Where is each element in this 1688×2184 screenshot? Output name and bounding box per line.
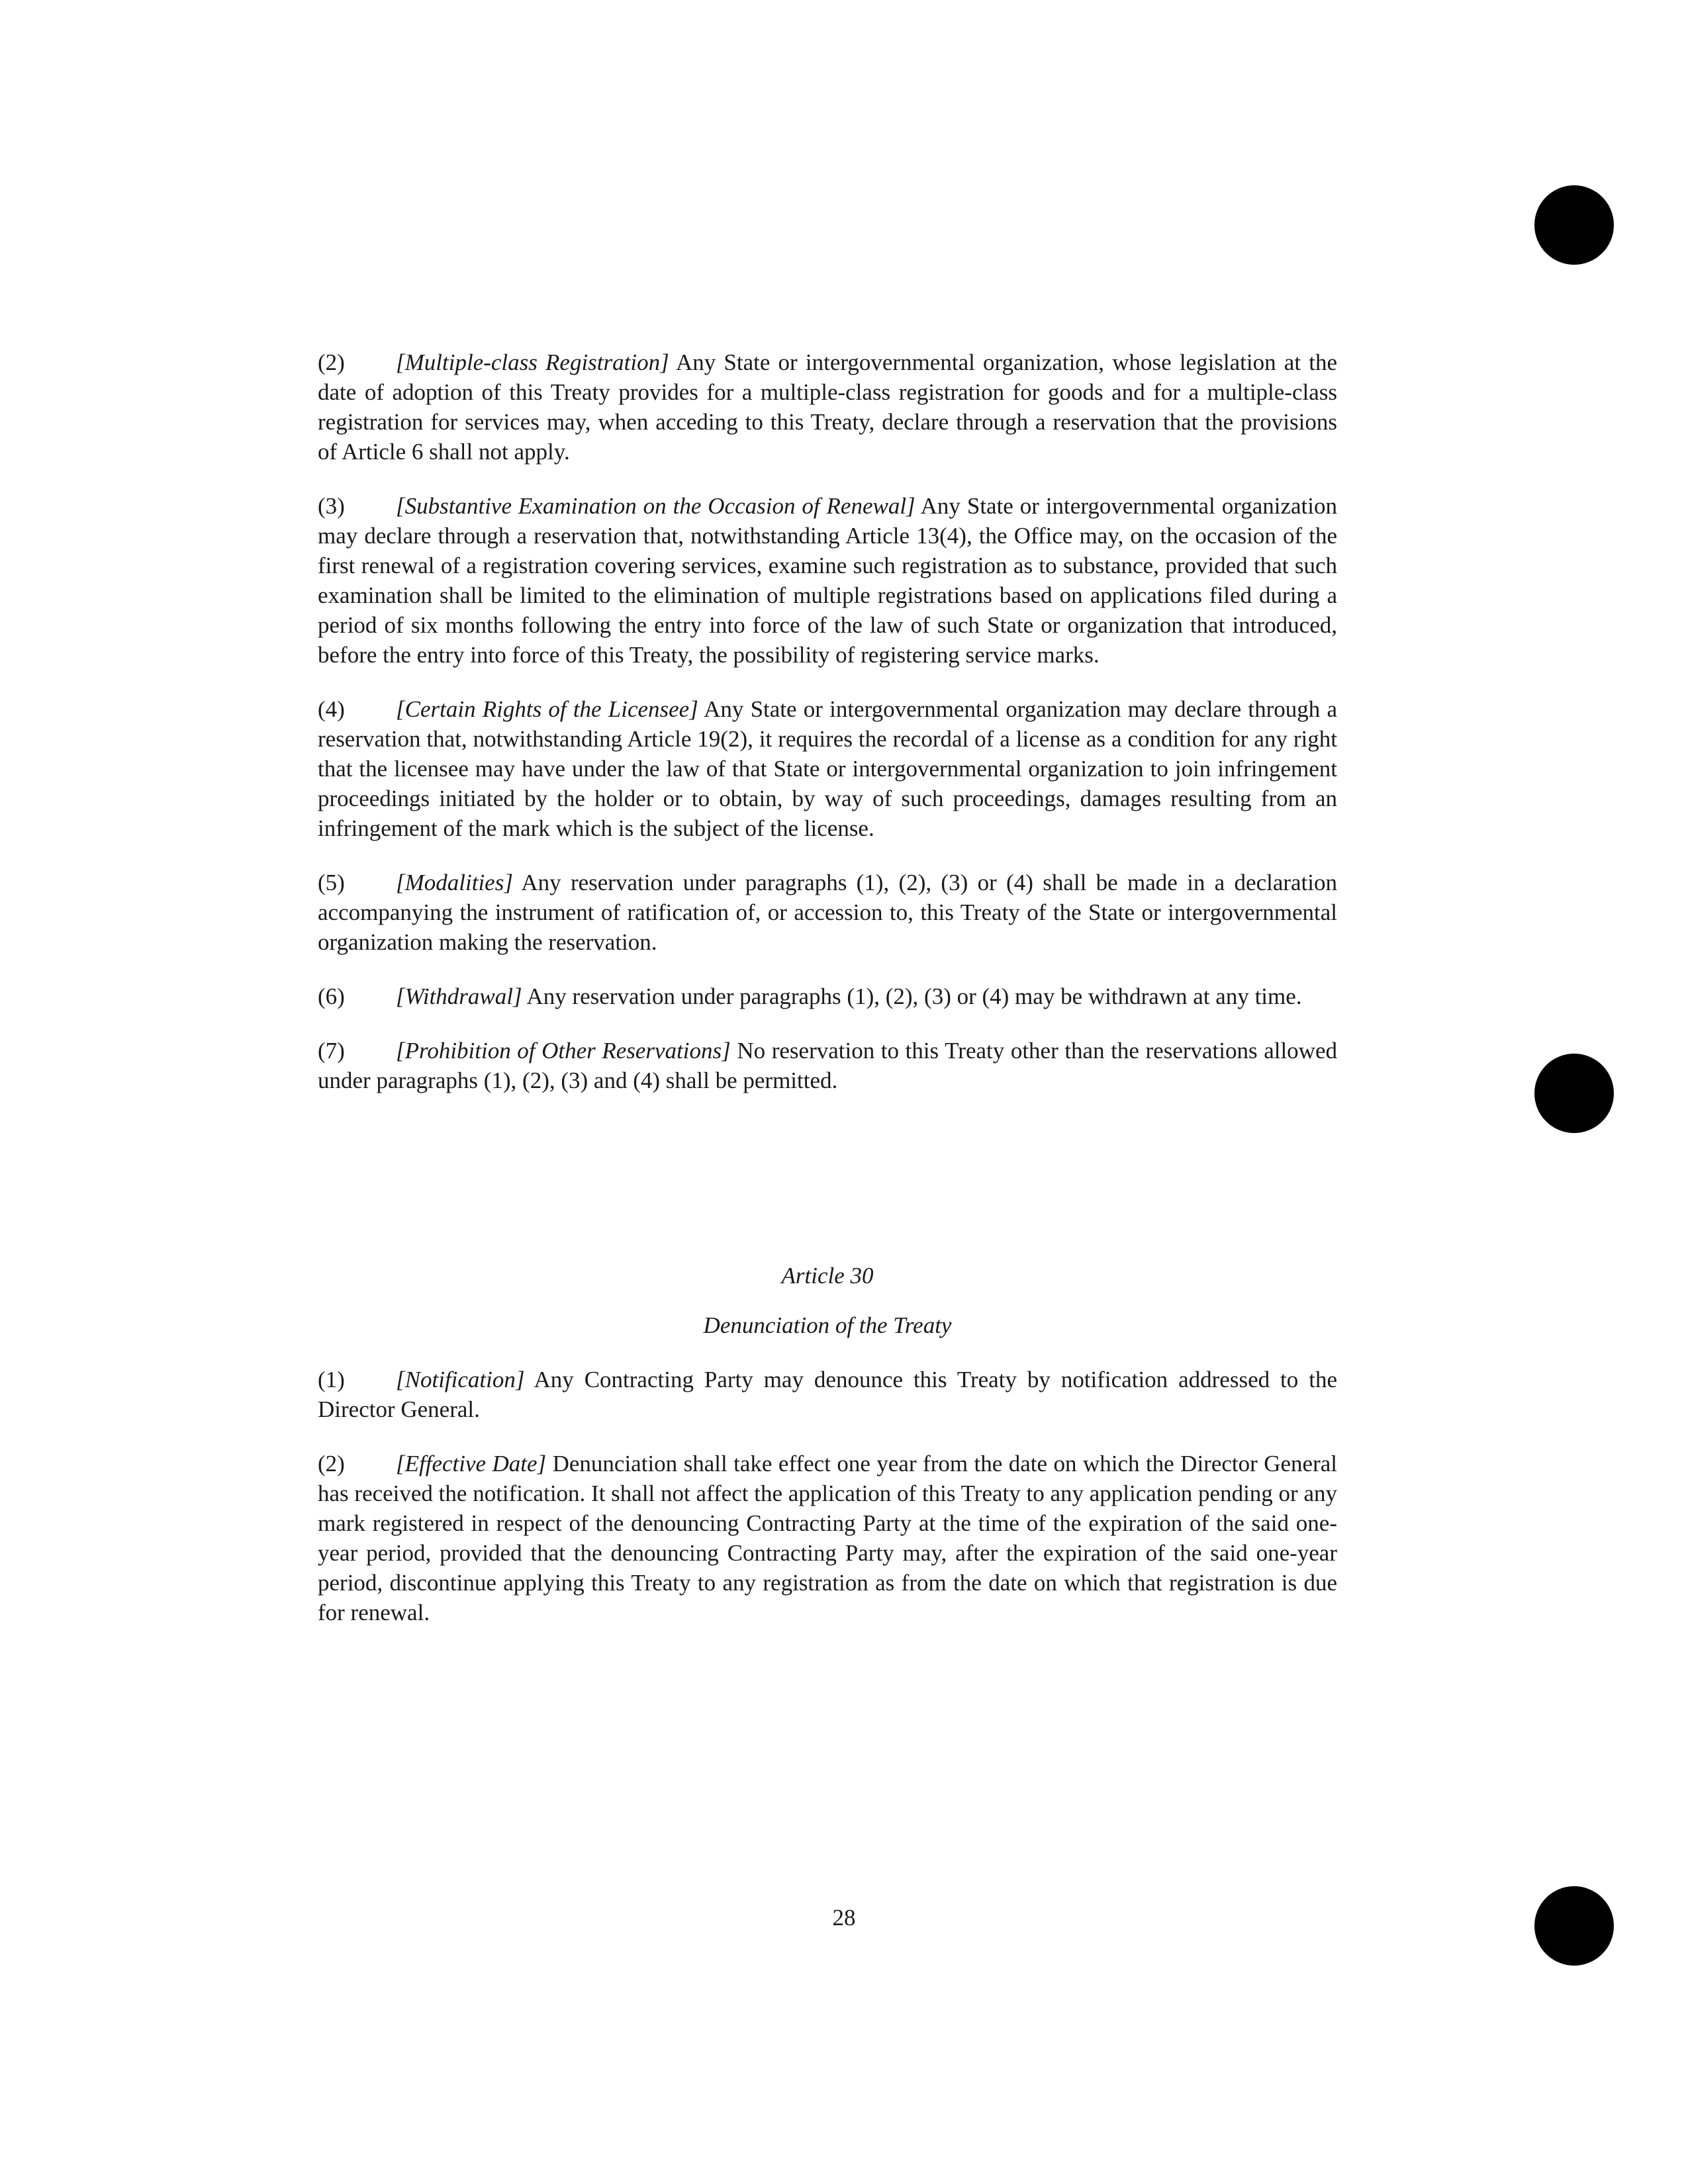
paragraph-number: (7) bbox=[318, 1038, 345, 1064]
paragraph-number: (4) bbox=[318, 696, 345, 722]
paragraph-7-prohibition-other-reservations bbox=[318, 1036, 1337, 1095]
paragraph-number: (6) bbox=[318, 983, 345, 1009]
page-number: 28 bbox=[832, 1905, 856, 1931]
article-paragraph-1-notification bbox=[318, 1365, 1337, 1424]
paragraph-heading: [Substantive Examination on the Occasion of Renewal] bbox=[396, 493, 915, 519]
paragraph-number: (2) bbox=[318, 349, 345, 375]
paragraph-4-certain-rights-licensee bbox=[318, 694, 1337, 843]
paragraph-text: Any Contracting Party may denounce this Treaty by notification addressed to the Director General. bbox=[318, 1367, 1337, 1422]
paragraph-text: Any State or intergovernmental organization may declare through a reservation that, notwithstanding Article 13(4), the Office may, on the occasion of the first renewal of a registration covering services, examine such registration as to substance, provided that such examination shall be limited to the elimination of multiple registrations based on applications filed during a period of six months following the entry into force of the law of such State or organization that introduced, before the entry into force of this Treaty, the possibility of registering service marks. bbox=[318, 493, 1337, 668]
paragraph-number: (2) bbox=[318, 1451, 345, 1477]
paragraph-number: (5) bbox=[318, 870, 345, 895]
article-30-section bbox=[318, 1261, 1337, 1652]
paragraph-2-multiple-class-registration bbox=[318, 347, 1337, 467]
paragraph-text: Any reservation under paragraphs (1), (2), (3) or (4) shall be made in a declaration accompanying the instrument of ratification of, or accession to, this Treaty of the State or intergovernmental organization making the reservation. bbox=[318, 870, 1337, 955]
paragraph-heading: [Certain Rights of the Licensee] bbox=[396, 696, 698, 722]
article-paragraph-2-effective-date bbox=[318, 1449, 1337, 1627]
punch-hole-middle bbox=[1534, 1054, 1614, 1133]
paragraph-6-withdrawal bbox=[318, 981, 1337, 1011]
paragraph-5-modalities bbox=[318, 868, 1337, 957]
paragraph-number: (1) bbox=[318, 1367, 345, 1392]
article-title: Article 30 bbox=[781, 1263, 874, 1289]
paragraph-number: (3) bbox=[318, 493, 345, 519]
paragraph-text: Any State or intergovernmental organization, whose legislation at the date of adoption of this Treaty provides for a multiple-class registration for goods and for a multiple-class registration for services may, when acceding to this Treaty, declare through a reservation that the provisions of Article 6 shall not apply. bbox=[318, 349, 1337, 465]
reservations-section bbox=[318, 347, 1337, 1120]
paragraph-heading: [Multiple-class Registration] bbox=[396, 349, 669, 375]
paragraph-heading: [Notification] bbox=[396, 1367, 525, 1392]
paragraph-heading: [Withdrawal] bbox=[396, 983, 522, 1009]
paragraph-text: Any reservation under paragraphs (1), (2), (3) or (4) may be withdrawn at any time. bbox=[522, 983, 1302, 1009]
paragraph-heading: [Effective Date] bbox=[396, 1451, 547, 1477]
paragraph-3-substantive-examination bbox=[318, 491, 1337, 670]
punch-hole-top bbox=[1534, 185, 1614, 265]
article-subtitle: Denunciation of the Treaty bbox=[703, 1312, 952, 1338]
paragraph-heading: [Prohibition of Other Reservations] bbox=[396, 1038, 731, 1064]
paragraph-text: No reservation to this Treaty other than the reservations allowed under paragraphs (1), (2), (3) and (4) shall be permitted. bbox=[318, 1038, 1337, 1093]
paragraph-text: Denunciation shall take effect one year from the date on which the Director General has received the notification. It shall not affect the application of this Treaty to any application pending or any mark registered in respect of the denouncing Contracting Party at the time of the expiration of the said one-year period, provided that the denouncing Contracting Party may, after the expiration of the said one-year period, discontinue applying this Treaty to any registration as from the date on which that registration is due for renewal. bbox=[318, 1451, 1337, 1625]
paragraph-heading: [Modalities] bbox=[396, 870, 513, 895]
paragraph-text: Any State or intergovernmental organization may declare through a reservation that, notwithstanding Article 19(2), it requires the recordal of a license as a condition for any right that the licensee may have under the law of that State or intergovernmental organization to join infringement proceedings initiated by the holder or to obtain, by way of such proceedings, damages resulting from an infringement of the mark which is the subject of the license. bbox=[318, 696, 1337, 841]
